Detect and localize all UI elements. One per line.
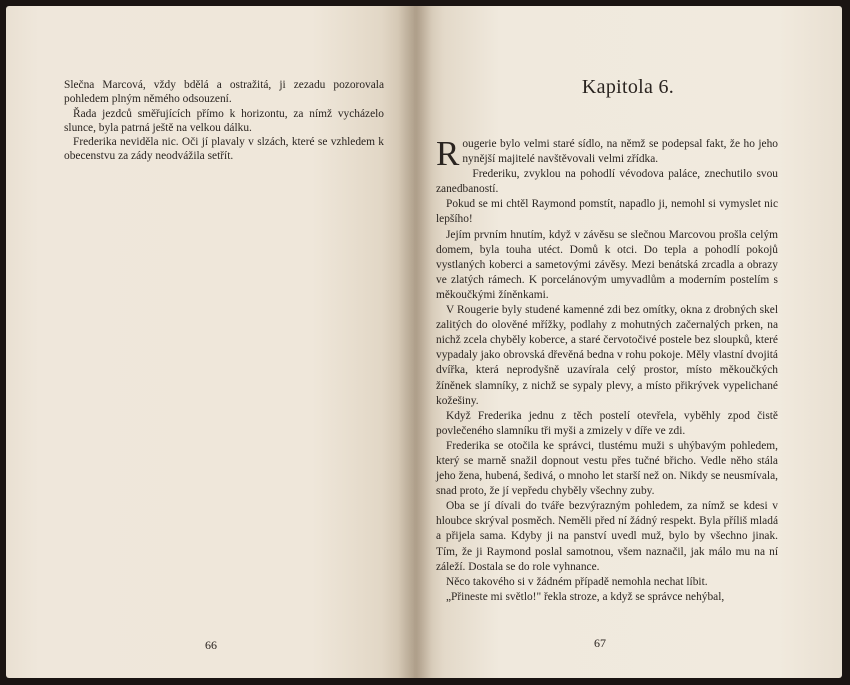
left-page <box>6 6 414 678</box>
paragraph: Řada jezdců směřujících přímo k horizontu, za nímž vycházelo slunce, byla patrná ještě na velkou dálku. <box>64 107 384 134</box>
paragraph: Slečna Marcová, vždy bdělá a ostražitá, ji zezadu pozorovala pohledem plným němého odsouzení. <box>64 79 384 106</box>
paragraph: Pokud se mi chtěl Raymond pomstít, napadlo ji, nemohl si vymyslet nic lepšího! <box>436 198 778 226</box>
right-page-text <box>436 134 778 605</box>
page-number-right: 67 <box>594 636 606 650</box>
paragraph-first <box>436 134 778 173</box>
right-page <box>414 6 842 678</box>
paragraph: Frederika se otočila ke správci, tlustému muži s uhýbavým pohledem, který se marně snažil dopnout vestu přes tučné břicho. Vedle něho stála jeho žena, hubená, šedivá, o mnoho let starší než on. Nikdy se neusmívala, snad proto, že jí vepředu chyběly všechny zuby. <box>436 439 778 498</box>
open-book <box>6 6 842 678</box>
paragraph: Jejím prvním hnutím, když v závěsu se slečnou Marcovou prošla celým domem, byla touha utéct. Domů k otci. Do tepla a pohodlí pokojů vystlaných koberci a sametovými závěsy. Mezi benátská zrcadla a obrazy ve zlatých rámech. K porcelánovým umyvadlům a moderním postelím s měkoučkými žíněnkami. <box>436 228 778 301</box>
paragraph-first-text: ougerie bylo velmi staré sídlo, na němž se podepsal fakt, že ho jeho nynější majitelé navštěvovali velmi zřídka. <box>462 138 778 166</box>
page-number-left: 66 <box>205 638 217 652</box>
paragraph: Něco takového si v žádném případě nemohla nechat líbit. <box>446 575 708 588</box>
paragraph: „Přineste mi světlo!" řekla stroze, a když se správce nehýbal, <box>446 590 725 603</box>
paragraph: Když Frederika jednu z těch postelí otevřela, vyběhly zpod čistě povlečeného slamníku tři myši a zmizely v díře ve zdi. <box>436 409 778 437</box>
left-page-text <box>64 78 384 164</box>
chapter-title: Kapitola 6. <box>581 76 675 98</box>
paragraph: Frederiku, zvyklou na pohodlí vévodova paláce, znechutilo svou zanedbaností. <box>436 168 778 196</box>
paragraph: Oba se jí dívali do tváře bezvýrazným pohledem, za nímž se kdesi v hloubce skrýval posměch. Neměli před ní žádný respekt. Byla příliš mladá a přijela sama. Kdyby ji na panství uvedl muž, bylo by všechno jinak. Tím, že ji Raymond poslal samotnou, všem naznačil, jak málo mu na ní záleží. Dostala se do role vyhnance. <box>436 500 778 573</box>
paragraph: V Rougerie byly studené kamenné zdi bez omítky, okna z drobných skel zalitých do olověné mřížky, podlahy z mohutných začernalých prken, na nichž zcela chyběly koberce, a staré červotočivé postele bez sloupků, které vypadaly jako obrovská dřevěná bedna v rohu pokoje. Měly vlastní dvojitá dvířka, která neprodyšně uzavírala celý prostor, místo měkoučkých žíněnek slamníky, z nichž se sypaly plevy, a místo přikrývek vypelichané kožešiny. <box>436 304 778 407</box>
drop-cap: R <box>436 134 460 173</box>
paragraph: Frederika neviděla nic. Oči jí plavaly v slzách, které se vzhledem k obecenstvu za zády neodvážila setřít. <box>64 136 384 163</box>
